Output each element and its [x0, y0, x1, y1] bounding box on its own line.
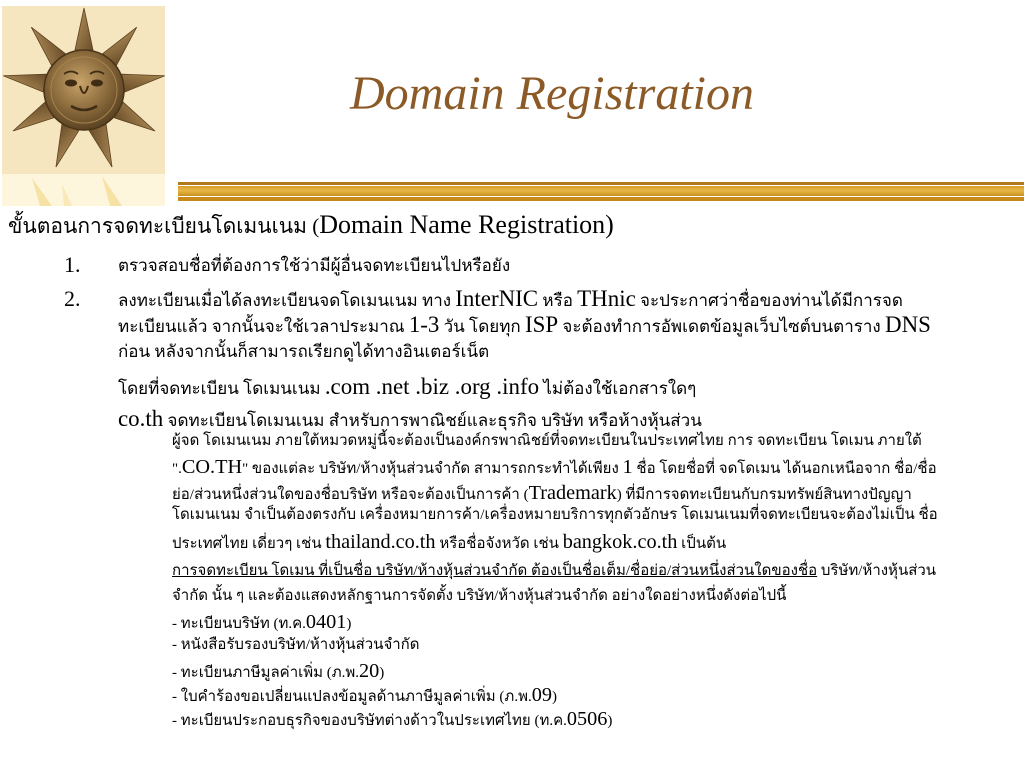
heading-thai: ขั้นตอนการจดทะเบียนโดเมนเนม (	[8, 214, 320, 238]
step-number: 1.	[64, 252, 81, 277]
detail-line: ".CO.TH" ของแต่ละ บริษัท/ห้างหุ้นส่วนจำกัด สามารถกระทำได้เพียง 1 ชื่อ โดยชื่อที่ จดโดเมน ได้นอกเหนือจาก ชื่อ/ชื่อ	[172, 456, 937, 478]
list-item: - ทะเบียนประกอบธุรกิจของบริษัทต่างด้าวในประเทศไทย (ท.ค.0506)	[172, 708, 613, 730]
section-heading	[8, 210, 614, 240]
detail-line: ประเทศไทย เดี่ยวๆ เช่น thailand.co.th หรือชื่อจังหวัด เช่น bangkok.co.th เป็นต้น	[172, 531, 727, 553]
paragraph: โดยที่จดทะเบียน โดเมนเนม .com .net .biz .org .info ไม่ต้องใช้เอกสารใดๆ	[118, 374, 697, 399]
detail-line: โดเมนเนม จำเป็นต้องตรงกับ เครื่องหมายการค้า/เครื่องหมายบริการทุกตัวอักษร โดเมนเนมที่จดทะเบียนจะต้องไม่เป็น ชื่อ	[172, 507, 938, 523]
heading-english: Domain Name Registration)	[319, 210, 614, 239]
step-text-line: ลงทะเบียนเมื่อได้ลงทะเบียนจดโดเมนเนม ทาง InterNIC หรือ THnic จะประกาศว่าชื่อของท่านได้มีการจด	[118, 286, 903, 311]
detail-line: ย่อ/ส่วนหนึ่งส่วนใดของชื่อบริษัท หรือจะต้องเป็นการค้า (Trademark) ที่มีการจดทะเบียนกับกรมทรัพย์สินทางปัญญา	[172, 482, 912, 504]
step-text: ตรวจสอบชื่อที่ต้องการใช้ว่ามีผู้อื่นจดทะเบียนไปหรือยัง	[118, 256, 511, 275]
paragraph: co.th จดทะเบียนโดเมนเนม สำหรับการพาณิชย์และธุรกิจ บริษัท หรือห้างหุ้นส่วน	[118, 406, 702, 431]
step-text-line: ก่อน หลังจากนั้นก็สามารถเรียกดูได้ทางอินเตอร์เน็ต	[118, 342, 490, 361]
list-item: - ทะเบียนบริษัท (ท.ค.0401)	[172, 611, 352, 633]
list-item: - ใบคำร้องขอเปลี่ยนแปลงข้อมูลด้านภาษีมูลค่าเพิ่ม (ภ.พ.09)	[172, 684, 557, 706]
list-item: - ทะเบียนภาษีมูลค่าเพิ่ม (ภ.พ.20)	[172, 660, 385, 682]
detail-line: ผู้จด โดเมนเนม ภายใต้หมวดหมู่นี้จะต้องเป็นองค์กรพาณิชย์ที่จดทะเบียนในประเทศไทย การ จดทะเบียน โดเมน ภายใต้	[172, 433, 922, 449]
detail-line: การจดทะเบียน โดเมน ที่เป็นชื่อ บริษัท/ห้างหุ้นส่วนจำกัด ต้องเป็นชื่อเต็ม/ชื่อย่อ/ส่วนหนึ่งส่วนใดของชื่อ บริษัท/ห้างหุ้นส่วน	[172, 563, 937, 579]
step-number: 2.	[64, 286, 81, 311]
slide-title: Domain Registration	[350, 67, 754, 120]
list-item: - หนังสือรับรองบริษัท/ห้างหุ้นส่วนจำกัด	[172, 637, 420, 653]
detail-line: จำกัด นั้น ๆ และต้องแสดงหลักฐานการจัดตั้ง บริษัท/ห้างหุ้นส่วนจำกัด อย่างใดอย่างหนึ่งดังต่อไปนี้	[172, 588, 787, 604]
step-text-line: ทะเบียนแล้ว จากนั้นจะใช้เวลาประมาณ 1-3 วัน โดยทุก ISP จะต้องทำการอัพเดตข้อมูลเว็บไซต์บนตาราง DNS	[118, 312, 931, 337]
